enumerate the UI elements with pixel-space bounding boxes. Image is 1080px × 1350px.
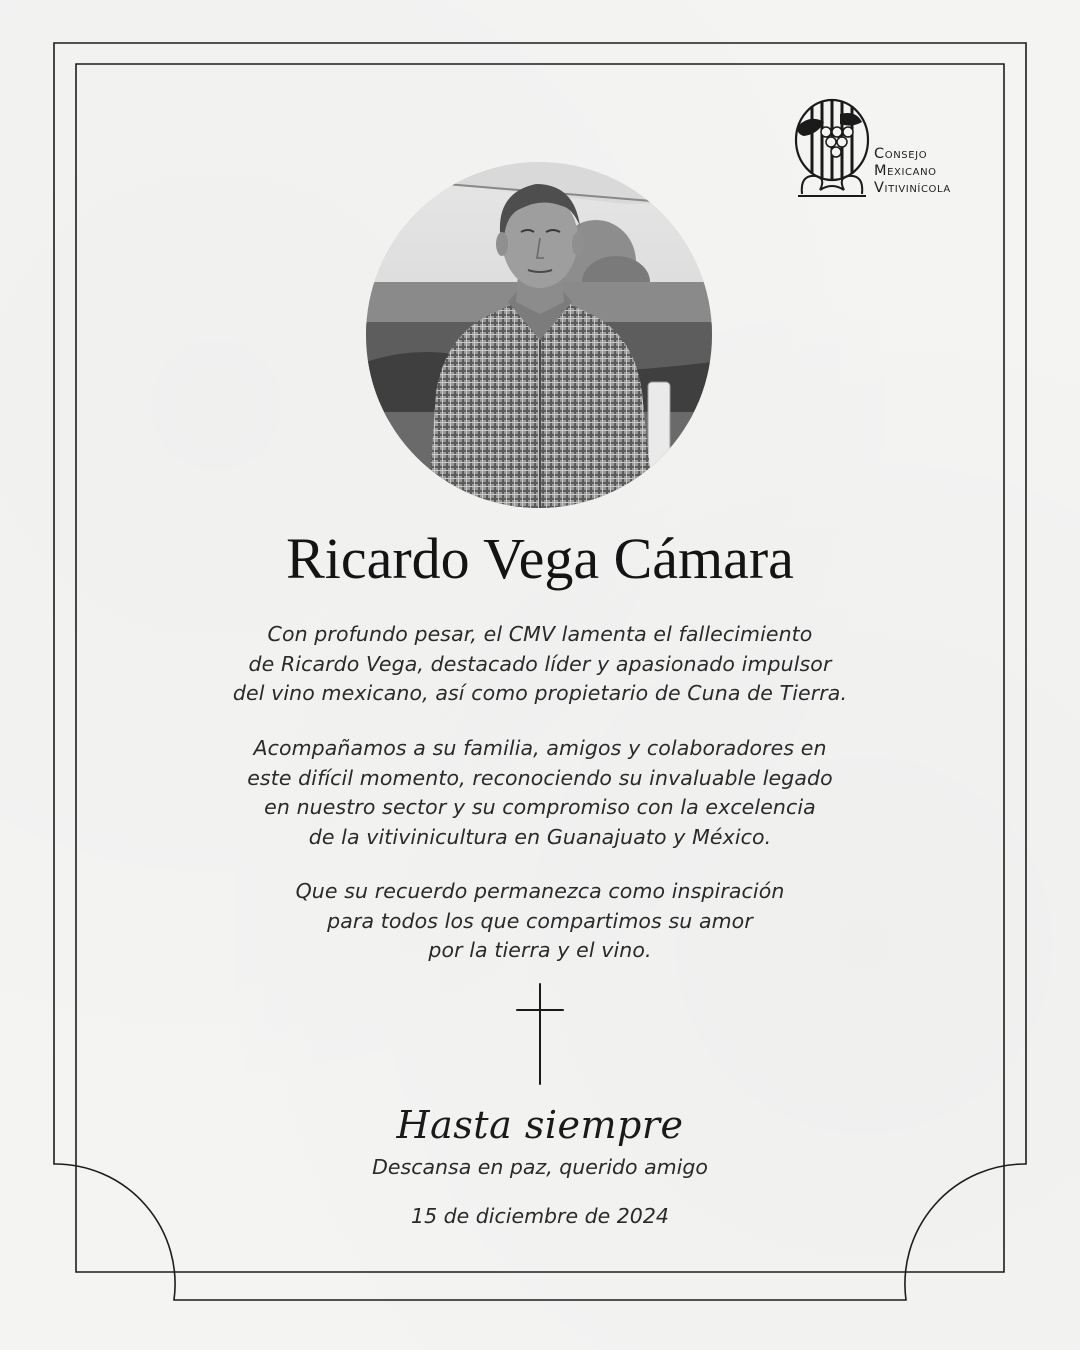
wine-barrel-grapes-icon: [790, 96, 874, 200]
paragraph-1-line-2: de Ricardo Vega, destacado líder y apasionado impulsor: [248, 651, 832, 676]
logo-line-1: Consejo: [874, 146, 928, 162]
portrait-photo: [366, 162, 712, 508]
condolence-paragraph-2: [140, 734, 940, 852]
farewell-heading: Hasta siempre: [396, 1103, 684, 1147]
paragraph-3-line-3: por la tierra y el vino.: [428, 938, 652, 962]
paragraph-2-line-2: este difícil momento, reconociendo su invaluable legado: [247, 765, 833, 790]
cross-icon: [510, 982, 570, 1088]
deceased-name: Ricardo Vega Cámara: [286, 526, 794, 591]
logo-line-3: Vitivinícola: [874, 180, 951, 196]
condolence-paragraph-1: [140, 620, 940, 709]
paragraph-1-line-1: Con profundo pesar, el CMV lamenta el fallecimiento: [267, 622, 813, 646]
portrait-photo-icon: [366, 162, 712, 508]
logo-wordmark: [874, 146, 951, 197]
paragraph-3-line-2: para todos los que compartimos su amor: [327, 908, 753, 933]
cmv-logo: [790, 96, 1000, 200]
paragraph-3-line-1: Que su recuerdo permanezca como inspiración: [295, 879, 785, 903]
paragraph-2-line-4: de la vitivinicultura en Guanajuato y México.: [308, 824, 772, 849]
logo-line-2: Mexicano: [874, 163, 937, 179]
paragraph-2-line-1: Acompañamos a su familia, amigos y colaboradores en: [253, 736, 827, 760]
rest-in-peace-text: Descansa en paz, querido amigo: [372, 1155, 708, 1179]
condolence-paragraph-3: [140, 877, 940, 966]
paragraph-2-line-3: en nuestro sector y su compromiso con la excelencia: [264, 795, 816, 819]
date-text: 15 de diciembre de 2024: [411, 1204, 669, 1228]
paragraph-1-line-3: del vino mexicano, así como propietario de Cuna de Tierra.: [232, 681, 848, 705]
